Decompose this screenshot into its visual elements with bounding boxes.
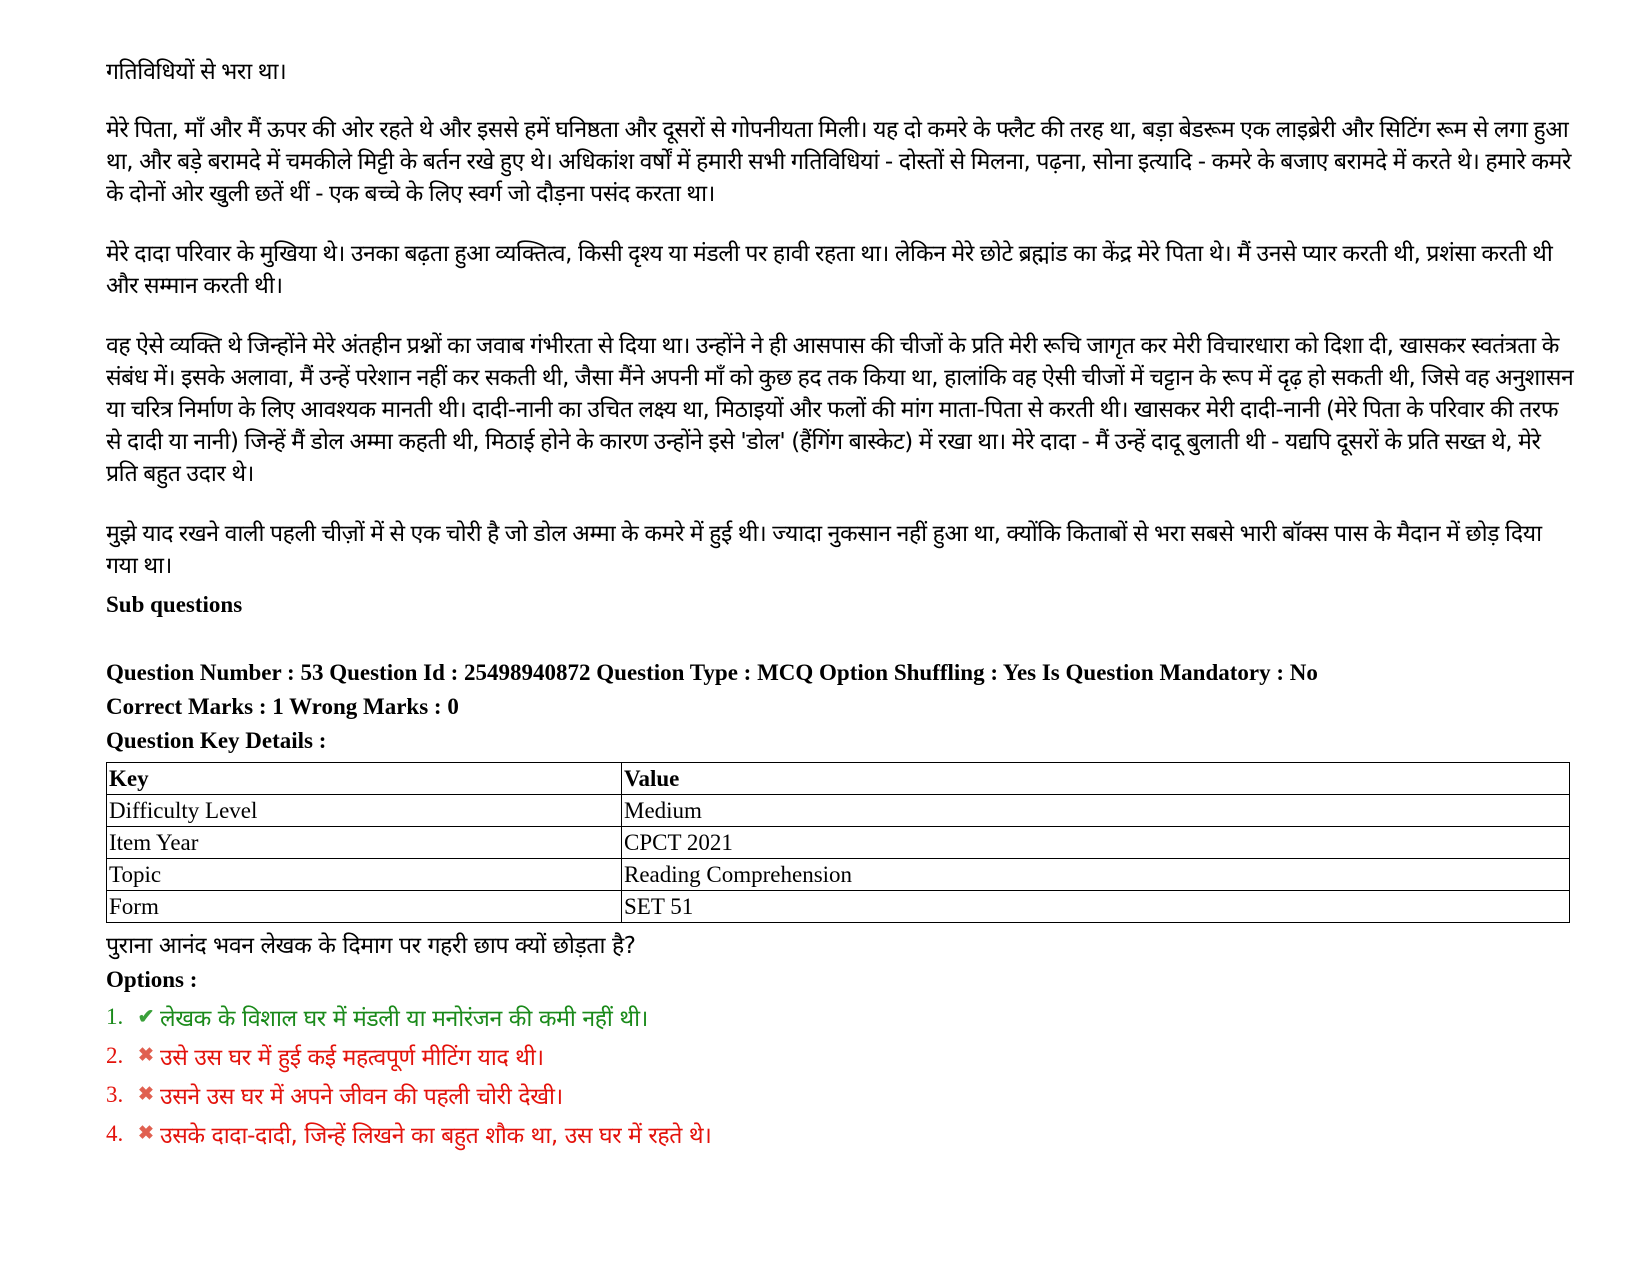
question-text: पुराना आनंद भवन लेखक के दिमाग पर गहरी छाप क्यों छोड़ता है? <box>106 933 636 959</box>
option-3 <box>106 1075 1576 1114</box>
table-cell-value: CPCT 2021 <box>622 827 1570 859</box>
table-cell-value: Reading Comprehension <box>622 859 1570 891</box>
table-cell-key: Item Year <box>107 827 622 859</box>
marks-line: Correct Marks : 1 Wrong Marks : 0 <box>106 694 459 719</box>
passage-paragraph-2: मेरे पिता, माँ और मैं ऊपर की ओर रहते थे और इससे हमें घनिष्ठता और दूसरों से गोपनीयता मिली। यह दो कमरे के फ्लैट की तरह था, बड़ा बेडरूम एक लाइब्रेरी और सिटिंग रूम से लगा हुआ था, और बड़े बरामदे में चमकीले मिट्टी के बर्तन रखे हुए थे। अधिकांश वर्षों में हमारी सभी गतिविधियां - दोस्तों से मिलना, पढ़ना, सोना इत्यादि - कमरे के बजाए बरामदे में करते थे। हमारे कमरे के दोनों ओर खुली छतें थीं - एक बच्चे के लिए स्वर्ग जो दौड़ना पसंद करता था। <box>106 117 1572 207</box>
option-number: 1. <box>106 1003 124 1029</box>
table-row <box>107 891 1570 923</box>
option-4 <box>106 1114 1576 1153</box>
table-cell-key: Form <box>107 891 622 923</box>
cross-icon: ✖ <box>138 1045 154 1066</box>
passage-paragraph-3: मेरे दादा परिवार के मुखिया थे। उनका बढ़ता हुआ व्यक्तित्व, किसी दृश्य या मंडली पर हावी रहता था। लेकिन मेरे छोटे ब्रह्मांड का केंद्र मेरे पिता थे। मैं उनसे प्यार करती थी, प्रशंसा करती थी और सम्मान करती थी। <box>106 241 1553 299</box>
option-number: 4. <box>106 1120 124 1146</box>
table-row <box>107 795 1570 827</box>
table-cell-key: Topic <box>107 859 622 891</box>
key-details-heading: Question Key Details : <box>106 728 327 753</box>
key-details-table <box>106 762 1570 923</box>
option-number: 2. <box>106 1042 124 1068</box>
table-header-key: Key <box>107 763 622 795</box>
table-header-value: Value <box>622 763 1570 795</box>
question-page <box>106 56 1576 1153</box>
options-heading: Options : <box>106 967 198 992</box>
cross-icon: ✖ <box>138 1123 154 1144</box>
check-icon: ✔ <box>137 1006 155 1028</box>
table-cell-key: Difficulty Level <box>107 795 622 827</box>
option-text: उसके दादा-दादी, जिन्हें लिखने का बहुत शौक था, उस घर में रहते थे। <box>160 1122 712 1149</box>
option-1 <box>106 997 1576 1036</box>
option-number: 3. <box>106 1081 124 1107</box>
table-header-row <box>107 763 1570 795</box>
cross-icon: ✖ <box>138 1084 154 1105</box>
table-row <box>107 859 1570 891</box>
table-cell-value: Medium <box>622 795 1570 827</box>
option-text: लेखक के विशाल घर में मंडली या मनोरंजन की कमी नहीं थी। <box>160 1005 648 1032</box>
question-meta-line: Question Number : 53 Question Id : 25498940872 Question Type : MCQ Option Shuffling : Yes Is Question Mandatory : No <box>106 660 1318 685</box>
passage-paragraph-4: वह ऐसे व्यक्ति थे जिन्होंने मेरे अंतहीन प्रश्नों का जवाब गंभीरता से दिया था। उन्होंने ने ही आसपास की चीजों के प्रति मेरी रूचि जागृत कर मेरी विचारधारा को दिशा दी, खासकर स्वतंत्रता के संबंध में। इसके अलावा, मैं उन्हें परेशान नहीं कर सकती थी, जैसा मैंने अपनी माँ को कुछ हद तक किया था, हालांकि वह ऐसी चीजों में चट्टान के रूप में दृढ़ हो सकती थी, जिसे वह अनुशासन या चरित्र निर्माण के लिए आवश्यक मानती थी। दादी-नानी का उचित लक्ष्य था, मिठाइयों और फलों की मांग माता-पिता से करती थी। खासकर मेरी दादी-नानी (मेरे पिता के परिवार की तरफ से दादी या नानी) जिन्हें मैं डोल अम्मा कहती थी, मिठाई होने के कारण उन्होंने इसे 'डोल' (हैंगिंग बास्केट) में रखा था। मेरे दादा - मैं उन्हें दादू बुलाती थी - यद्यपि दूसरों के प्रति सख्त थे, मेरे प्रति बहुत उदार थे। <box>106 333 1574 487</box>
option-text: उसने उस घर में अपने जीवन की पहली चोरी देखी। <box>160 1083 563 1110</box>
sub-questions-heading: Sub questions <box>106 592 243 617</box>
option-text: उसे उस घर में हुई कई महत्वपूर्ण मीटिंग याद थी। <box>160 1044 544 1071</box>
option-2 <box>106 1036 1576 1075</box>
table-row <box>107 827 1570 859</box>
table-cell-value: SET 51 <box>622 891 1570 923</box>
passage-paragraph-5: मुझे याद रखने वाली पहली चीज़ों में से एक चोरी है जो डोल अम्मा के कमरे में हुई थी। ज्यादा नुकसान नहीं हुआ था, क्योंकि किताबों से भरा सबसे भारी बॉक्स पास के मैदान में छोड़ दिया गया था। <box>106 521 1542 579</box>
options-list <box>106 997 1576 1153</box>
passage-paragraph-1: गतिविधियों से भरा था। <box>106 59 287 85</box>
